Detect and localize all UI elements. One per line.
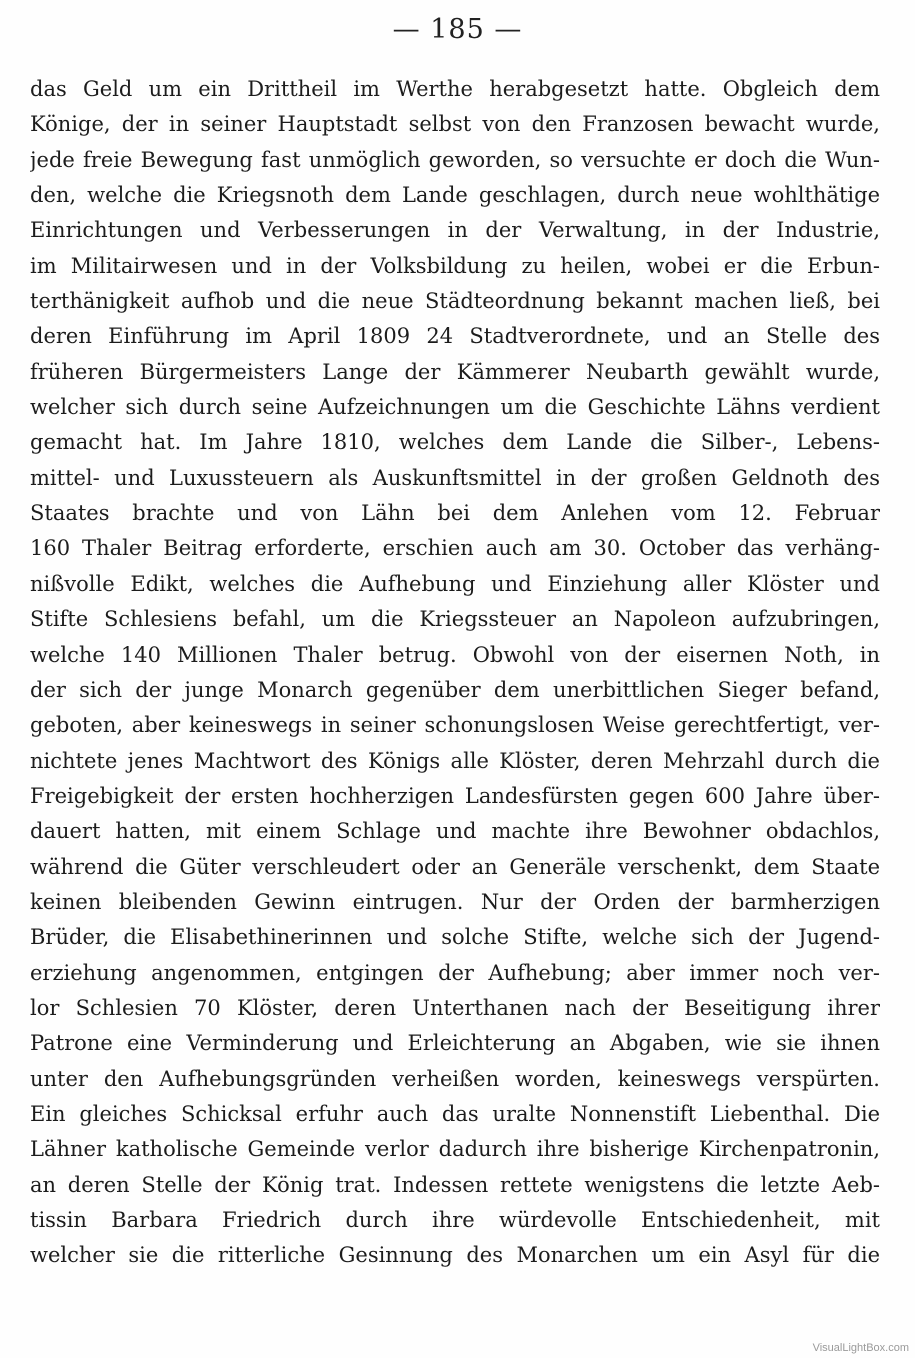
text-line: den, welche die Kriegsnoth dem Lande geschlagen, durch neue wohlthätige	[30, 183, 880, 208]
text-line: im Militairwesen und in der Volksbildung zu heilen, wobei er die Erbun-	[30, 253, 880, 278]
text-line: Ein gleiches Schicksal erfuhr auch das uralte Nonnenstift Liebenthal. Die	[30, 1101, 880, 1126]
watermark-text: VisualLightBox.com	[812, 1342, 909, 1354]
text-line: dauert hatten, mit einem Schlage und machte ihre Bewohner obdachlos,	[30, 819, 880, 844]
text-line: deren Einführung im April 1809 24 Stadtverordnete, und an Stelle des	[30, 324, 880, 349]
text-line: terthänigkeit aufhob und die neue Städteordnung bekannt machen ließ, bei	[30, 289, 880, 314]
text-line: das Geld um ein Drittheil im Werthe herabgesetzt hatte. Obgleich dem	[30, 77, 880, 101]
text-line: nichtete jenes Machtwort des Königs alle Klöster, deren Mehrzahl durch die	[30, 748, 880, 773]
text-line: geboten, aber keineswegs in seiner schonungslosen Weise gerechtfertigt, ver-	[30, 713, 880, 738]
text-line: Könige, der in seiner Hauptstadt selbst von den Franzosen bewacht wurde,	[30, 112, 880, 137]
body-text	[30, 72, 880, 1274]
text-line: gemacht hat. Im Jahre 1810, welches dem Lande die Silber-, Lebens-	[30, 430, 880, 455]
text-line: tissin Barbara Friedrich durch ihre würdevolle Entschiedenheit, mit	[30, 1208, 880, 1232]
text-line: Patrone eine Verminderung und Erleichterung an Abgaben, wie sie ihnen	[30, 1031, 880, 1056]
text-line: keinen bleibenden Gewinn eintrugen. Nur der Orden der barmherzigen	[30, 889, 880, 914]
text-line: während die Güter verschleudert oder an Generäle verschenkt, dem Staate	[30, 854, 880, 879]
text-line: lor Schlesien 70 Klöster, deren Unterthanen nach der Beseitigung ihrer	[30, 995, 880, 1020]
text-line: Einrichtungen und Verbesserungen in der Verwaltung, in der Industrie,	[30, 218, 880, 243]
text-line: an deren Stelle der König trat. Indessen rettete wenigstens die letzte Aeb-	[30, 1172, 880, 1197]
page-number: — 185 —	[392, 14, 523, 45]
text-line: 160 Thaler Beitrag erforderte, erschien auch am 30. October das verhäng-	[30, 536, 880, 561]
text-line: welcher sie die ritterliche Gesinnung des Monarchen um ein Asyl für die	[30, 1243, 880, 1268]
text-line: nißvolle Edikt, welches die Aufhebung und Einziehung aller Klöster und	[30, 571, 880, 596]
text-line: Stifte Schlesiens befahl, um die Kriegssteuer an Napoleon aufzubringen,	[30, 607, 880, 632]
text-line: der sich der junge Monarch gegenüber dem unerbittlichen Sieger befand,	[30, 677, 880, 702]
text-line: welche 140 Millionen Thaler betrug. Obwohl von der eisernen Noth, in	[30, 642, 880, 667]
text-line: welcher sich durch seine Aufzeichnungen um die Geschichte Lähns verdient	[30, 395, 880, 420]
text-line: Lähner katholische Gemeinde verlor dadurch ihre bisherige Kirchenpatronin,	[30, 1137, 880, 1162]
text-line: mittel- und Luxussteuern als Auskunftsmittel in der großen Geldnoth des	[30, 465, 880, 490]
text-line: Freigebigkeit der ersten hochherzigen Landesfürsten gegen 600 Jahre über-	[30, 783, 880, 808]
text-line: jede freie Bewegung fast unmöglich geworden, so versuchte er doch die Wun-	[30, 147, 880, 172]
text-line: früheren Bürgermeisters Lange der Kämmerer Neubarth gewählt wurde,	[30, 359, 880, 384]
text-line: Staates brachte und von Lähn bei dem Anlehen vom 12. Februar	[30, 501, 880, 526]
text-line: unter den Aufhebungsgründen verheißen worden, keineswegs verspürten.	[30, 1066, 880, 1091]
text-line: Brüder, die Elisabethinerinnen und solche Stifte, welche sich der Jugend-	[30, 925, 880, 950]
text-line: erziehung angenommen, entgingen der Aufhebung; aber immer noch ver-	[30, 960, 880, 985]
